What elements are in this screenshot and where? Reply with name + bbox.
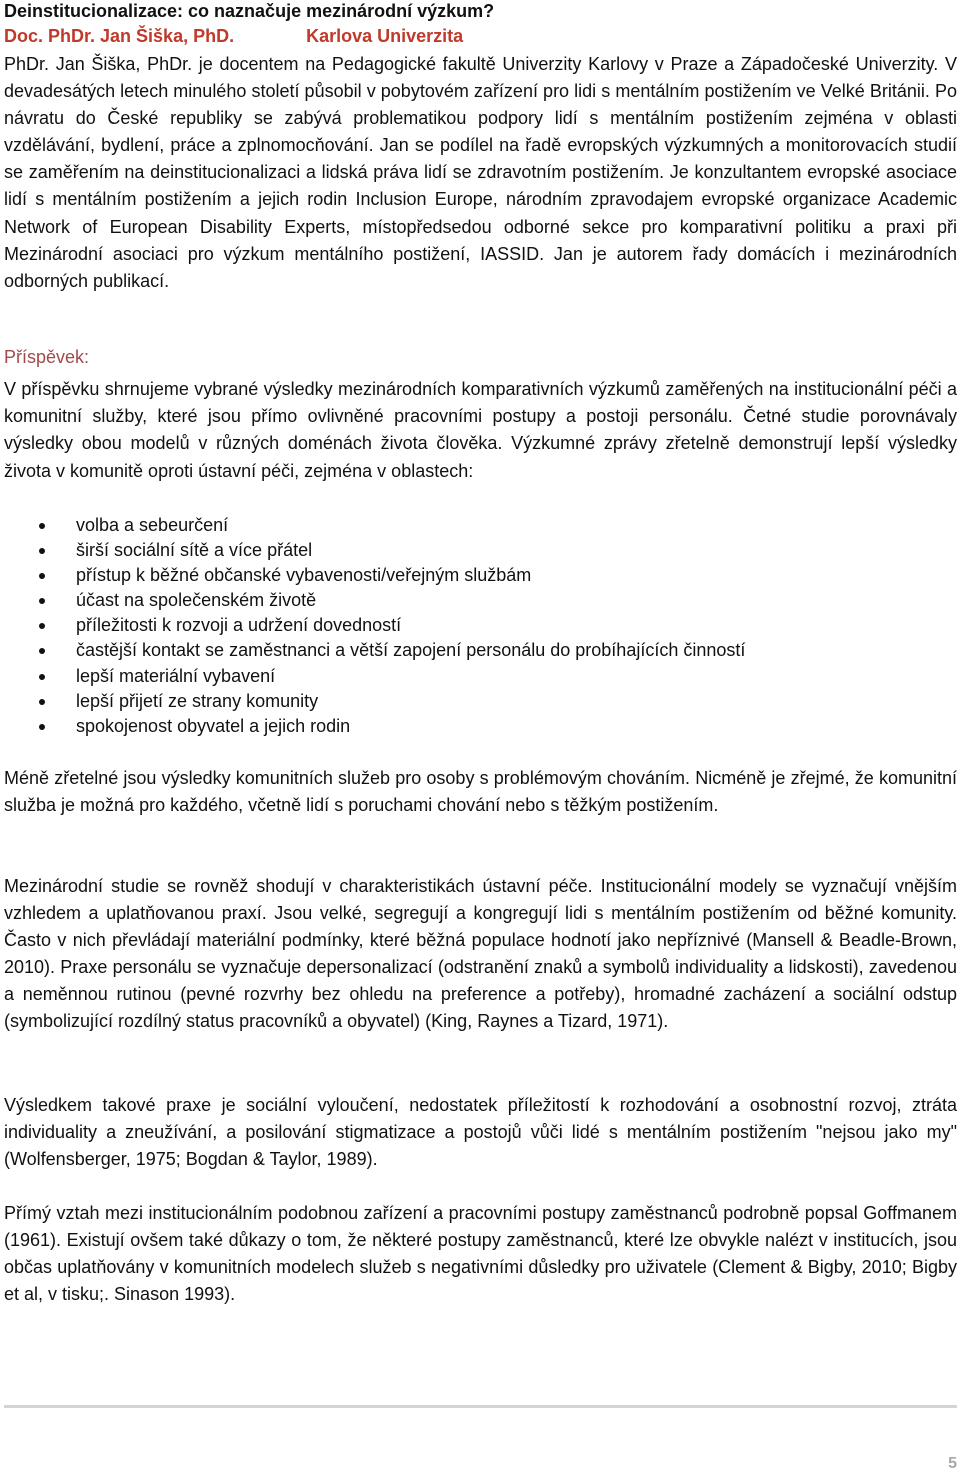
list-item	[0, 538, 960, 563]
author-line	[4, 25, 463, 47]
bullet-icon	[39, 523, 45, 529]
page-number: 5	[948, 1455, 957, 1472]
outcomes-bullet-list	[0, 513, 960, 739]
list-item-text: širší sociální sítě a více přátel	[76, 540, 313, 561]
list-item-text: lepší materiální vybavení	[76, 665, 276, 686]
document-title: Deinstitucionalizace: co naznačuje mezinárodní výzkum?	[4, 1, 495, 21]
bullet-icon	[39, 699, 45, 705]
body-paragraph-institutional-care: Mezinárodní studie se rovněž shodují v charakteristikách ústavní péče. Institucionální modely se vyznačují vnějším vzhledem a uplatňovanou praxí. Jsou velké, segregují a kongregují lidi s mentálním postižením od běžné komunity. Často v nich převládají materiální podmínky, které běžná populace hodnotí jako nepříznivé (Mansell & Beadle-Brown, 2010). Praxe personálu se vyznačuje depersonalizací (odstranění znaků a symbolů individuality a lidskosti), zavedenou a neměnnou rutinou (pevné rozvrhy bez ohledu na preference a potřeby), hromadné zacházení a sociální odstup (symbolizující rozdílný status pracovníků a obyvatel) (King, Raynes a Tizard, 1971).	[4, 876, 957, 1031]
body-paragraph-social-exclusion: Výsledkem takové praxe je sociální vyloučení, nedostatek příležitostí k rozhodování a osobnostní rozvoj, ztráta individuality a zneužívání, a posilování stigmatizace a postojů vůči lidé s mentálním postižením "nejsou jako my" (Wolfensberger, 1975; Bogdan & Taylor, 1989).	[4, 1095, 957, 1169]
list-item	[0, 714, 960, 739]
bullet-icon	[39, 724, 45, 730]
bullet-icon	[39, 573, 45, 579]
list-item	[0, 689, 960, 714]
list-item	[0, 638, 960, 663]
footer-divider	[4, 1405, 957, 1408]
list-item-text: přístup k běžné občanské vybavenosti/veřejným službám	[76, 565, 532, 586]
bullet-icon	[39, 648, 45, 654]
university-name: Karlova Univerzita	[306, 26, 464, 46]
list-item-text: spokojenost obyvatel a jejich rodin	[76, 715, 351, 736]
bullet-icon	[39, 674, 45, 680]
list-item	[0, 513, 960, 538]
list-item-text: lepší přijetí ze strany komunity	[76, 690, 319, 711]
author-bio-paragraph: PhDr. Jan Šiška, PhDr. je docentem na Pedagogické fakultě Univerzity Karlovy v Praze a Západočeské Univerzity. V devadesátých letech minulého století působil v pobytovém zařízení pro lidi s mentálním postižením ve Velké Británii. Po návratu do České republiky se zabývá problematikou podpory lidí s mentálním postižením zejména v oblasti vzdělávání, bydlení, práce a zplnomocňování. Jan se podílel na řadě evropských výzkumných a monitorovacích studií se zaměřením na deinstitucionalizaci a lidská práva lidí se zdravotním postižením. Je konzultantem evropské asociace lidí s mentálním postižením a jejich rodin Inclusion Europe, národním zpravodajem evropské organizace Academic Network of European Disability Experts, místopředsedou odborné sekce pro komparativní politiku a praxi při Mezinárodní asociaci pro výzkum mentálního postižení, IASSID. Jan je autorem řady domácích i mezinárodních odborných publikací.	[4, 54, 957, 291]
author-name: Doc. PhDr. Jan Šiška, PhD.	[4, 26, 235, 46]
intro-paragraph: V příspěvku shrnujeme vybrané výsledky mezinárodních komparativních výzkumů zaměřených na institucionální péči a komunitní služby, které jsou přímo ovlivněné pracovními postupy a postoji personálu. Četné studie porovnávaly výsledky obou modelů v různých doménách života člověka. Výzkumné zprávy zřetelně demonstrují lepší výsledky života v komunitě oproti ústavní péči, zejména v oblastech:	[4, 379, 957, 481]
bullet-icon	[39, 623, 45, 629]
list-item-text: příležitosti k rozvoji a udržení dovedností	[76, 615, 402, 636]
body-paragraph-community-services: Méně zřetelné jsou výsledky komunitních služeb pro osoby s problémovým chováním. Nicméně je zřejmé, že komunitní služba je možná pro každého, včetně lidí s poruchami chování nebo s těžkým postižením.	[4, 768, 957, 815]
list-item	[0, 563, 960, 588]
body-paragraph-staff-practices: Přímý vztah mezi institucionálním podobnou zařízení a pracovními postupy zaměstnanců podrobně popsal Goffmanem (1961). Existují ovšem také důkazy o tom, že některé postupy zaměstnanců, které lze obvykle nalézt v institucích, jsou občas uplatňovány v komunitních modelech služeb s negativními důsledky pro uživatele (Clement & Bigby, 2010; Bigby et al, v tisku;. Sinason 1993).	[4, 1203, 957, 1304]
list-item	[0, 613, 960, 638]
list-item-text: účast na společenském životě	[76, 590, 317, 611]
bullet-icon	[39, 598, 45, 604]
list-item-text: častější kontakt se zaměstnanci a větší zapojení personálu do probíhajících činností	[76, 640, 746, 661]
list-item-text: volba a sebeurčení	[76, 515, 229, 535]
bullet-icon	[39, 548, 45, 554]
section-heading: Příspěvek:	[4, 347, 90, 367]
list-item	[0, 588, 960, 613]
list-item	[0, 664, 960, 689]
